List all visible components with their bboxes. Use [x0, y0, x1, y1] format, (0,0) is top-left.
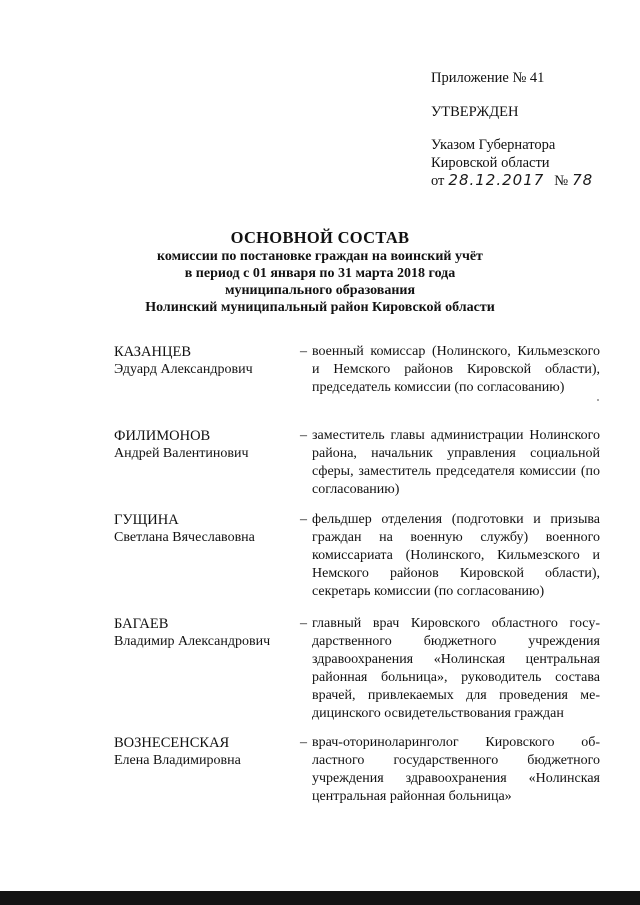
member-given-name: Светлана Вячеславовна: [114, 530, 255, 545]
handwritten-date: 28.12.2017: [448, 171, 545, 189]
scan-border-bottom: [0, 891, 640, 905]
document-heading: [120, 228, 520, 316]
member-given-name: Эдуард Александрович: [114, 362, 253, 377]
approval-block: [431, 70, 631, 191]
heading-line-1: комиссии по постановке граждан на воинский учёт: [157, 249, 483, 264]
member-description: военный комиссар (Нолинского, Кильмезского и Немского районов Кировской области), председатель комиссии (по согласованию): [312, 344, 600, 395]
member-surname: ВОЗНЕСЕНСКАЯ: [114, 735, 230, 751]
scan-speck: [597, 399, 599, 401]
handwritten-number: 78: [572, 171, 594, 189]
member-surname: КАЗАНЦЕВ: [114, 344, 191, 360]
heading-line-3: муниципального образования: [224, 283, 416, 298]
member-given-name: Владимир Александрович: [114, 634, 271, 649]
document-title: ОСНОВНОЙ СОСТАВ: [230, 228, 410, 247]
member-surname: БАГАЕВ: [114, 616, 169, 632]
member-dash: –: [300, 735, 307, 750]
number-label: №: [554, 173, 569, 189]
member-given-name: Елена Владимировна: [114, 753, 241, 768]
member-given-name: Андрей Валентинович: [114, 446, 249, 461]
member-description: заместитель главы администрации Нолинского района, начальник управления социальной сферы, заместитель председателя комиссии (по согласованию): [312, 428, 600, 497]
member-description: главный врач Кировского областного государственного бюджетного учреждения здравоохранения «Нолинская центральная районная больница», руководитель состава врачей, привлекаемых для проведения медицинского освидетельствования граждан: [312, 616, 600, 721]
heading-line-4: Нолинский муниципальный район Кировской области: [145, 300, 495, 315]
date-prefix: от: [431, 173, 445, 189]
member-surname: ФИЛИМОНОВ: [114, 428, 211, 444]
member-dash: –: [300, 512, 307, 527]
member-description: врач-оториноларинголог Кировского областного государственного бюджетного учреждения здравоохранения «Нолинская центральная районная больница»: [312, 735, 600, 804]
appendix-number: Приложение № 41: [431, 70, 545, 86]
decree-line-2: Кировской области: [431, 154, 550, 171]
decree-date-row: [431, 172, 631, 191]
decree-line-1: Указом Губернатора: [431, 137, 556, 153]
member-description: фельдшер отделения (подготовки и призыва граждан на военную службу) военного комиссариата (Нолинского, Кильмезского и Немского районов Кировской области), секретарь комиссии (по согласованию): [312, 512, 600, 599]
member-surname: ГУЩИНА: [114, 512, 179, 528]
member-dash: –: [300, 616, 307, 631]
member-dash: –: [300, 344, 307, 359]
member-dash: –: [300, 428, 307, 443]
approved-label: УТВЕРЖДЕН: [431, 103, 519, 120]
heading-line-2: в период с 01 января по 31 марта 2018 года: [184, 266, 456, 281]
